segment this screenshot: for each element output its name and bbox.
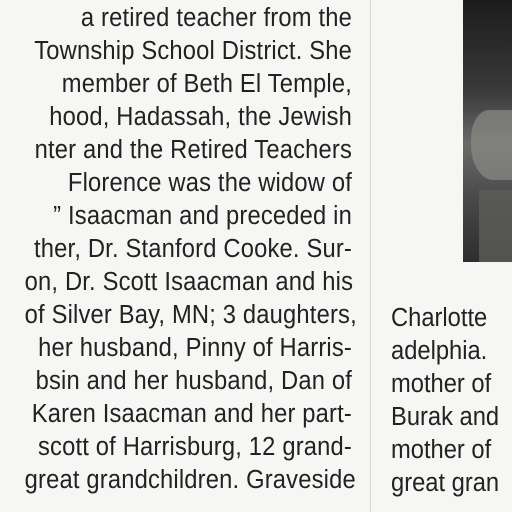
text-line: Burak and: [391, 403, 500, 431]
text-line: bsin and her husband, Dan of: [35, 367, 352, 395]
portrait-photo: [463, 0, 512, 262]
text-line: her husband, Pinny of Harris-: [38, 334, 352, 362]
photo-clothing-area: [479, 190, 512, 262]
text-line: Karen Isaacman and her part-: [31, 400, 353, 428]
text-line: on, Dr. Scott Isaacman and his: [24, 268, 354, 296]
text-line: ” Isaacman and preceded in: [53, 202, 353, 230]
text-line: Florence was the widow of: [67, 169, 352, 197]
obituary-column-right: [391, 300, 512, 512]
text-line: member of Beth El Temple,: [61, 70, 352, 98]
text-line: Township School District. She: [34, 37, 353, 65]
text-line: mother of: [391, 436, 492, 464]
text-line: great gran: [391, 469, 500, 497]
text-line: adelphia.: [391, 337, 488, 365]
text-line: scott of Harrisburg, 12 grand-: [37, 433, 352, 461]
text-line: mother of: [391, 370, 492, 398]
text-line: a retired teacher from the: [80, 4, 353, 32]
text-line: hood, Hadassah, the Jewish: [49, 103, 352, 131]
text-line: ther, Dr. Stanford Cooke. Sur-: [34, 235, 353, 263]
text-line: of Silver Bay, MN; 3 daughters,: [24, 301, 357, 329]
column-divider: [370, 0, 371, 512]
text-line: nter and the Retired Teachers: [34, 136, 352, 164]
photo-face-area: [471, 110, 512, 180]
text-line: Charlotte: [391, 304, 488, 332]
text-line: great grandchildren. Graveside: [24, 466, 356, 494]
